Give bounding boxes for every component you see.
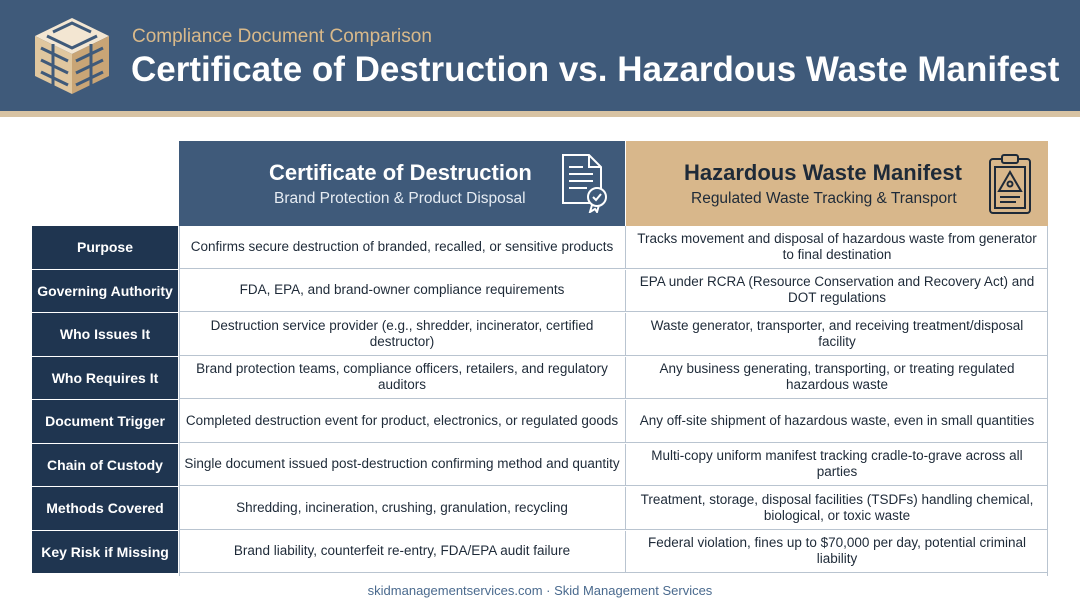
column-subtitle: Regulated Waste Tracking & Transport — [691, 190, 957, 207]
table-row — [32, 400, 1048, 444]
certificate-cell: Shredding, incineration, crushing, granulation, recycling — [179, 487, 625, 530]
row-label: Key Risk if Missing — [32, 531, 178, 574]
column-title: Certificate of Destruction — [269, 160, 532, 185]
skid-pallet-logo-icon — [33, 16, 111, 96]
page-title: Certificate of Destruction vs. Hazardous Waste Manifest — [131, 50, 1060, 89]
manifest-cell: Any off-site shipment of hazardous waste, even in small quantities — [625, 400, 1048, 443]
column-header-manifest — [626, 141, 1048, 226]
manifest-cell: Multi-copy uniform manifest tracking cradle-to-grave across all parties — [625, 444, 1048, 487]
header-accent-stripe — [0, 111, 1080, 117]
footer-credit: skidmanagementservices.com · Skid Management Services — [367, 583, 713, 598]
header-subtitle: Compliance Document Comparison — [132, 26, 432, 47]
manifest-cell: Treatment, storage, disposal facilities (TSDFs) handling chemical, biological, or toxic waste — [625, 487, 1048, 530]
hazard-clipboard-icon — [986, 153, 1034, 215]
manifest-cell: Federal violation, fines up to $70,000 per day, potential criminal liability — [625, 531, 1048, 574]
table-row — [32, 226, 1048, 270]
row-label: Document Trigger — [32, 400, 178, 443]
table-row — [32, 313, 1048, 357]
certificate-cell: Destruction service provider (e.g., shredder, incinerator, certified destructor) — [179, 313, 625, 356]
certificate-cell: Brand liability, counterfeit re-entry, FDA/EPA audit failure — [179, 531, 625, 574]
table-row — [32, 487, 1048, 531]
table-row — [32, 531, 1048, 575]
certificate-cell: Brand protection teams, compliance officers, retailers, and regulatory auditors — [179, 357, 625, 400]
row-label: Chain of Custody — [32, 444, 178, 487]
certificate-cell: Single document issued post-destruction confirming method and quantity — [179, 444, 625, 487]
table-row — [32, 270, 1048, 314]
column-header-certificate — [179, 141, 625, 226]
certificate-cell: Confirms secure destruction of branded, recalled, or sensitive products — [179, 226, 625, 269]
header-banner — [0, 0, 1080, 111]
column-subtitle: Brand Protection & Product Disposal — [274, 190, 526, 207]
manifest-cell: Waste generator, transporter, and receiving treatment/disposal facility — [625, 313, 1048, 356]
row-label: Purpose — [32, 226, 178, 269]
certificate-cell: FDA, EPA, and brand-owner compliance requirements — [179, 270, 625, 313]
manifest-cell: EPA under RCRA (Resource Conservation and Recovery Act) and DOT regulations — [625, 270, 1048, 313]
row-label: Methods Covered — [32, 487, 178, 530]
row-label: Who Requires It — [32, 357, 178, 400]
table-row — [32, 444, 1048, 488]
certificate-document-icon — [559, 153, 609, 213]
row-label: Who Issues It — [32, 313, 178, 356]
table-row — [32, 357, 1048, 401]
certificate-cell: Completed destruction event for product, electronics, or regulated goods — [179, 400, 625, 443]
manifest-cell: Tracks movement and disposal of hazardous waste from generator to final destination — [625, 226, 1048, 269]
row-label: Governing Authority — [32, 270, 178, 313]
manifest-cell: Any business generating, transporting, or treating regulated hazardous waste — [625, 357, 1048, 400]
column-title: Hazardous Waste Manifest — [684, 160, 962, 185]
